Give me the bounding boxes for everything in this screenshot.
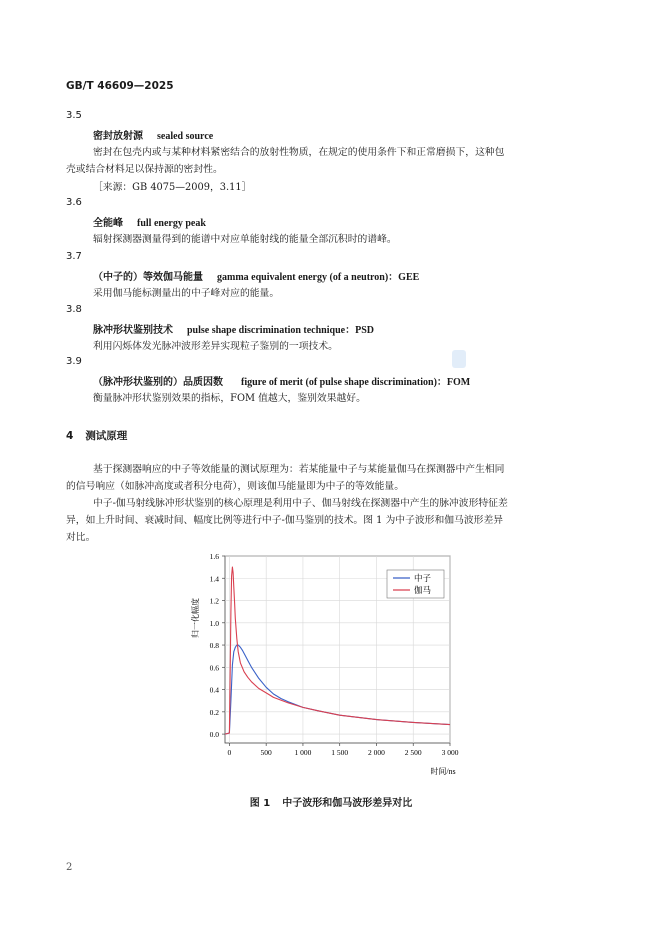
section-heading <box>66 428 127 443</box>
term-zh: 脉冲形状鉴别技术 <box>93 325 173 336</box>
x-tick-label: 2 500 <box>404 748 422 757</box>
paragraph-line: 基于探测器响应的中子等效能量的测试原理为：若某能量中子与某能量伽马在探测器中产生相同 <box>93 464 505 475</box>
y-tick-label: 1.6 <box>209 552 219 561</box>
term-definition-line: 壳或结合材料足以保持源的密封性。 <box>66 164 223 175</box>
term-number: 3.7 <box>66 251 82 262</box>
y-tick-label: 0.8 <box>209 641 219 651</box>
x-tick-label: 500 <box>260 748 272 757</box>
y-tick-label: 0.2 <box>209 707 219 717</box>
term-number: 3.6 <box>66 197 82 208</box>
legend-label-gamma: 伽马 <box>414 585 432 595</box>
y-tick-label: 1.4 <box>209 574 219 584</box>
term-zh: 密封放射源 <box>93 131 143 142</box>
waveform-chart <box>190 548 480 780</box>
term-zh: 全能峰 <box>93 218 123 229</box>
legend-label-neutron: 中子 <box>414 573 432 583</box>
x-tick-label: 3 000 <box>441 748 459 757</box>
y-tick-label: 0.0 <box>209 730 219 740</box>
paragraph-line: 对比。 <box>66 532 96 543</box>
page-number: 2 <box>66 862 73 873</box>
term-source: ［来源：GB 4075—2009，3.11］ <box>93 182 252 193</box>
figure-caption <box>0 794 662 809</box>
x-tick-label: 1 000 <box>294 748 312 757</box>
x-tick-label: 0 <box>227 748 232 757</box>
paragraph-line: 中子-伽马射线脉冲形状鉴别的核心原理是利用中子、伽马射线在探测器中产生的脉冲波形特征差 <box>93 498 508 509</box>
term-zh: （脉冲形状鉴别的）品质因数 <box>93 377 223 388</box>
y-tick-label: 0.6 <box>209 663 219 673</box>
term-definition-line: 辐射探测器测量得到的能谱中对应单能射线的能量全部沉积时的谱峰。 <box>93 234 397 245</box>
y-tick-label: 1.0 <box>209 618 219 628</box>
term-title <box>93 214 206 229</box>
term-definition-line: 采用伽马能标测量出的中子峰对应的能量。 <box>93 288 280 299</box>
standard-code-header: GB/T 46609—2025 <box>66 80 174 92</box>
section-number: 4 <box>66 430 74 442</box>
y-axis-label: 归一化幅度 <box>191 598 200 638</box>
term-title <box>93 373 470 388</box>
term-definition-line: 密封在包壳内或与某种材料紧密结合的放射性物质，在规定的使用条件下和正常磨损下，这种包 <box>93 147 505 158</box>
term-title <box>93 321 374 336</box>
paragraph-line: 异，如上升时间、衰减时间、幅度比例等进行中子-伽马鉴别的技术。图 1 为中子波形和伽马波形差异 <box>66 515 504 526</box>
figure-number: 图 1 <box>249 798 271 809</box>
term-definition-line: 衡量脉冲形状鉴别效果的指标，FOM 值越大，鉴别效果越好。 <box>93 393 366 404</box>
x-tick-label: 1 500 <box>331 748 349 757</box>
y-tick-label: 1.2 <box>209 596 219 606</box>
section-title: 测试原理 <box>85 430 128 442</box>
term-number: 3.8 <box>66 304 82 315</box>
term-en: figure of merit (of pulse shape discrimination)：FOM <box>241 377 471 388</box>
figure-title: 中子波形和伽马波形差异对比 <box>282 798 413 809</box>
term-number: 3.9 <box>66 356 82 367</box>
y-tick-label: 0.4 <box>209 685 219 695</box>
term-title <box>93 127 213 142</box>
term-zh: （中子的）等效伽马能量 <box>93 272 203 283</box>
term-en: sealed source <box>157 131 214 142</box>
x-axis-label: 时间/ns <box>430 767 456 776</box>
term-title <box>93 268 419 283</box>
term-number: 3.5 <box>66 110 82 121</box>
watermark-logo <box>452 350 466 368</box>
term-en: gamma equivalent energy (of a neutron)：GEE <box>217 272 420 283</box>
term-en: pulse shape discrimination technique：PSD <box>187 325 374 336</box>
term-definition-line: 利用闪烁体发光脉冲波形差异实现粒子鉴别的一项技术。 <box>93 341 338 352</box>
x-tick-label: 2 000 <box>368 748 385 757</box>
paragraph-line: 的信号响应（如脉冲高度或者积分电荷），则该伽马能量即为中子的等效能量。 <box>66 481 404 492</box>
term-en: full energy peak <box>137 218 206 229</box>
